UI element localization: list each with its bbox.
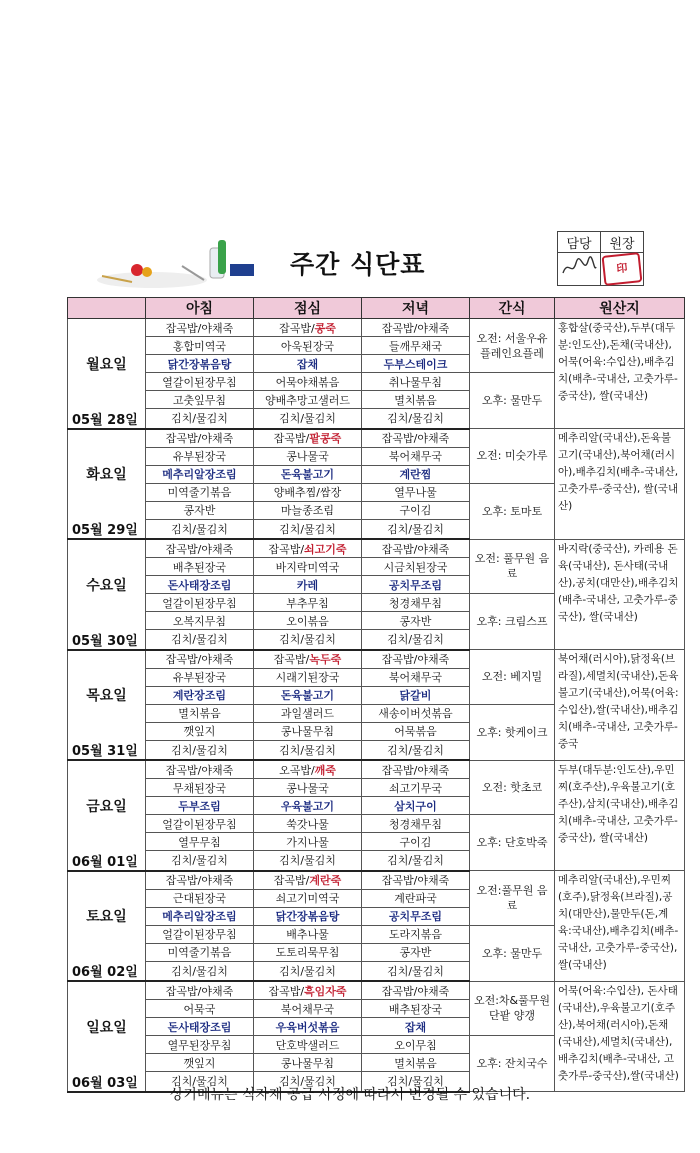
dinner-item: 잡곡밥/야채죽 xyxy=(362,429,470,448)
lunch-item xyxy=(254,981,362,1000)
origin-info: 바지락(중국산), 카레용 돈육(국내산), 돈사태(국내산),공치(대만산),배추김치(배추-국내산, 고춧가루-중국산), 쌀(국내산) xyxy=(555,539,685,650)
lunch-porridge: 녹두죽 xyxy=(309,653,342,666)
snack-afternoon: 오후: 핫케이크 xyxy=(470,704,555,760)
lunch-rice: 오곡밥/ xyxy=(279,763,315,777)
dinner-item: 배추된장국 xyxy=(362,1000,470,1018)
dinner-item: 멸치볶음 xyxy=(362,391,470,409)
lunch-item: 돈육불고기 xyxy=(254,686,362,704)
snack-afternoon: 오후: 단호박죽 xyxy=(470,815,555,871)
dinner-item: 닭갈비 xyxy=(362,686,470,704)
snack-morning: 오전:풀무원 음료 xyxy=(470,871,555,926)
page-title: 주간 식단표 xyxy=(290,250,426,279)
day-date: 05월 28일 xyxy=(68,409,146,429)
dinner-item: 두부스테이크 xyxy=(362,355,470,373)
lunch-item xyxy=(254,650,362,669)
lunch-item: 양배추망고샐러드 xyxy=(254,391,362,409)
dinner-item: 잡곡밥/야채죽 xyxy=(362,539,470,558)
header-row xyxy=(68,298,685,319)
lunch-item: 도토리묵무침 xyxy=(254,943,362,961)
lunch-item: 우육버섯볶음 xyxy=(254,1018,362,1036)
breakfast-item: 고춧잎무침 xyxy=(146,391,254,409)
lunch-item: 양배추찜/쌈장 xyxy=(254,483,362,501)
lunch-item xyxy=(254,871,362,890)
lunch-item: 우육불고기 xyxy=(254,797,362,815)
breakfast-item: 김치/물김치 xyxy=(146,851,254,871)
dinner-item: 콩자반 xyxy=(362,612,470,630)
day-name: 목요일 xyxy=(68,650,146,741)
lunch-porridge: 쇠고기죽 xyxy=(304,542,347,556)
dinner-item: 계란찜 xyxy=(362,465,470,483)
lunch-item: 과일샐러드 xyxy=(254,704,362,722)
dinner-item: 북어채무국 xyxy=(362,668,470,686)
dinner-item: 청경채무침 xyxy=(362,594,470,612)
dinner-item: 김치/물김치 xyxy=(362,630,470,650)
dinner-item: 잡곡밥/야채죽 xyxy=(362,319,470,337)
table-row xyxy=(68,319,685,337)
lunch-item: 단호박샐러드 xyxy=(254,1036,362,1054)
header-lunch: 점심 xyxy=(254,298,362,319)
breakfast-item: 미역줄기볶음 xyxy=(146,943,254,961)
snack-afternoon: 오후: 물만두 xyxy=(470,925,555,981)
snack-morning: 오전:차&풀무원 단팥 양갱 xyxy=(470,981,555,1036)
day-date: 05월 29일 xyxy=(68,519,146,539)
dinner-item: 구이김 xyxy=(362,501,470,519)
dinner-item: 오이무침 xyxy=(362,1036,470,1054)
day-name: 수요일 xyxy=(68,539,146,630)
lunch-item xyxy=(254,429,362,448)
day-date: 06월 03일 xyxy=(68,1072,146,1092)
lunch-item: 쑥갓나물 xyxy=(254,815,362,833)
snack-morning: 오전: 미숫가루 xyxy=(470,429,555,484)
breakfast-item: 김치/물김치 xyxy=(146,740,254,760)
table-row xyxy=(68,760,685,779)
charge-signature xyxy=(558,253,601,286)
lunch-item: 쇠고기미역국 xyxy=(254,889,362,907)
lunch-item: 콩나물무침 xyxy=(254,722,362,740)
dinner-item: 들깨무채국 xyxy=(362,337,470,355)
snack-afternoon: 오후: 물만두 xyxy=(470,373,555,429)
breakfast-item: 돈사태장조림 xyxy=(146,1018,254,1036)
day-name: 월요일 xyxy=(68,319,146,409)
lunch-item: 아욱된장국 xyxy=(254,337,362,355)
lunch-item: 김치/물김치 xyxy=(254,519,362,539)
footer-note: 상기메뉴는 식자재 공급 사정에 따라서 변경될 수 있습니다. xyxy=(169,1087,531,1103)
header-dinner: 저녁 xyxy=(362,298,470,319)
breakfast-item: 미역줄기볶음 xyxy=(146,483,254,501)
dinner-item: 쇠고기무국 xyxy=(362,779,470,797)
dinner-item: 공치무조림 xyxy=(362,907,470,925)
dinner-item: 김치/물김치 xyxy=(362,851,470,871)
day-date: 05월 31일 xyxy=(68,740,146,760)
breakfast-item: 열갈이된장무침 xyxy=(146,373,254,391)
lunch-item: 시래기된장국 xyxy=(254,668,362,686)
director-seal xyxy=(601,253,644,286)
lunch-porridge: 흑임자죽 xyxy=(304,984,347,998)
dinner-item: 김치/물김치 xyxy=(362,740,470,760)
seal-stamp: 印 xyxy=(602,252,643,286)
origin-info: 메추리알(국내산),돈육불고기(국내산),북어채(러시아),배추김치(배추-국내산, 고춧가루-중국산), 쌀(국내산) xyxy=(555,429,685,540)
dinner-item: 잡곡밥/야채죽 xyxy=(362,760,470,779)
origin-info: 홍합살(중국산),두부(대두분:인도산),돈채(국내산), 어묵(어육:수입산),배추김치(배추-국내산, 고춧가루-중국산), 쌀(국내산) xyxy=(555,319,685,429)
breakfast-item: 배추된장국 xyxy=(146,558,254,576)
breakfast-item: 김치/물김치 xyxy=(146,961,254,981)
snack-morning: 오전: 서울우유 플레인요플레 xyxy=(470,319,555,373)
lunch-item: 김치/물김치 xyxy=(254,409,362,429)
table-row xyxy=(68,650,685,669)
dinner-item: 콩자반 xyxy=(362,943,470,961)
lunch-item xyxy=(254,539,362,558)
breakfast-item: 두부조림 xyxy=(146,797,254,815)
dinner-item: 삼치구이 xyxy=(362,797,470,815)
lunch-rice: 잡곡밥/ xyxy=(273,653,310,666)
dinner-item: 김치/물김치 xyxy=(362,519,470,539)
lunch-item: 어묵야채볶음 xyxy=(254,373,362,391)
breakfast-item: 잡곡밥/야채죽 xyxy=(146,871,254,890)
dinner-item: 열무나물 xyxy=(362,483,470,501)
dinner-item: 공치무조림 xyxy=(362,576,470,594)
lunch-item: 오이볶음 xyxy=(254,612,362,630)
lunch-item xyxy=(254,760,362,779)
kitchen-illustration xyxy=(92,236,262,296)
origin-info: 북어채(러시아),닭정육(브라질),세멸치(국내산),돈육불고기(국내산),어묵(어육:수입산),쌀(국내산),배추김치(배추-국내산, 고춧가루-중국 xyxy=(555,650,685,761)
header-origin: 원산지 xyxy=(555,298,685,319)
lunch-item: 잡채 xyxy=(254,355,362,373)
lunch-rice: 잡곡밥/ xyxy=(279,321,315,335)
lunch-item: 김치/물김치 xyxy=(254,851,362,871)
dinner-item: 잡곡밥/야채죽 xyxy=(362,871,470,890)
lunch-item: 콩나물국 xyxy=(254,779,362,797)
snack-afternoon: 오후: 잔치국수 xyxy=(470,1036,555,1092)
dinner-item: 잡채 xyxy=(362,1018,470,1036)
breakfast-item: 잡곡밥/야채죽 xyxy=(146,319,254,337)
dinner-item: 잡곡밥/야채죽 xyxy=(362,981,470,1000)
approval-label-charge: 담당 xyxy=(558,232,601,253)
breakfast-item: 깻잎지 xyxy=(146,1054,254,1072)
lunch-item: 김치/물김치 xyxy=(254,1072,362,1092)
dinner-item: 멸치볶음 xyxy=(362,1054,470,1072)
breakfast-item: 돈사태장조림 xyxy=(146,576,254,594)
dinner-item: 구이김 xyxy=(362,833,470,851)
dinner-item: 도라지볶음 xyxy=(362,925,470,943)
table-row xyxy=(68,981,685,1000)
breakfast-item: 유부된장국 xyxy=(146,668,254,686)
breakfast-item: 콩자반 xyxy=(146,501,254,519)
lunch-item: 가지나물 xyxy=(254,833,362,851)
breakfast-item: 잡곡밥/야채죽 xyxy=(146,760,254,779)
breakfast-item: 근대된장국 xyxy=(146,889,254,907)
breakfast-item: 메추리알장조림 xyxy=(146,907,254,925)
dinner-item: 잡곡밥/야채죽 xyxy=(362,650,470,669)
day-name: 토요일 xyxy=(68,871,146,962)
breakfast-item: 오복지무침 xyxy=(146,612,254,630)
table-row xyxy=(68,539,685,558)
origin-info: 메추리알(국내산),우민찌(호주),닭정육(브라질),공치(대만산),물만두(돈,계육:국내산),배추김치(배추-국내산, 고춧가루-중국산),쌀(국내산) xyxy=(555,871,685,982)
lunch-porridge: 깨죽 xyxy=(314,763,336,777)
breakfast-item: 얼갈이된장무침 xyxy=(146,815,254,833)
dinner-item: 어묵볶음 xyxy=(362,722,470,740)
origin-info: 두부(대두분:인도산),우민찌(호주산),우육불고기(호주산),삼치(국내산),배추김치(배추-국내산, 고춧가루-중국산), 쌀(국내산) xyxy=(555,760,685,871)
lunch-item: 돈육불고기 xyxy=(254,465,362,483)
snack-morning: 오전: 핫초코 xyxy=(470,760,555,815)
lunch-rice: 잡곡밥/ xyxy=(273,874,310,887)
day-name: 금요일 xyxy=(68,760,146,851)
dinner-item: 계란파국 xyxy=(362,889,470,907)
breakfast-item: 김치/물김치 xyxy=(146,519,254,539)
day-date: 06월 02일 xyxy=(68,961,146,981)
breakfast-item: 얼갈이된장무침 xyxy=(146,925,254,943)
header-snack: 간식 xyxy=(470,298,555,319)
breakfast-item: 메추리알장조림 xyxy=(146,465,254,483)
lunch-porridge: 계란죽 xyxy=(309,874,342,887)
snack-afternoon: 오후: 토마토 xyxy=(470,483,555,539)
lunch-porridge: 팥콩죽 xyxy=(309,432,342,445)
breakfast-item: 계란장조림 xyxy=(146,686,254,704)
lunch-item: 바지락미역국 xyxy=(254,558,362,576)
lunch-item: 북어채무국 xyxy=(254,1000,362,1018)
day-name: 일요일 xyxy=(68,981,146,1072)
dinner-item: 김치/물김치 xyxy=(362,961,470,981)
table-row xyxy=(68,871,685,890)
header-breakfast: 아침 xyxy=(146,298,254,319)
dinner-item: 북어채무국 xyxy=(362,447,470,465)
table-row xyxy=(68,429,685,448)
breakfast-item: 잡곡밥/야채죽 xyxy=(146,429,254,448)
day-date: 05월 30일 xyxy=(68,630,146,650)
lunch-rice: 잡곡밥/ xyxy=(268,984,305,998)
dinner-item: 새송이버섯볶음 xyxy=(362,704,470,722)
lunch-rice: 잡곡밥/ xyxy=(268,542,305,556)
day-name: 화요일 xyxy=(68,429,146,520)
approval-label-director: 원장 xyxy=(601,232,644,253)
corner-cell xyxy=(68,298,146,319)
lunch-item: 김치/물김치 xyxy=(254,961,362,981)
breakfast-item: 열무된장무침 xyxy=(146,1036,254,1054)
dinner-item: 김치/물김치 xyxy=(362,409,470,429)
approval-box xyxy=(557,231,644,286)
dinner-item: 김치/물김치 xyxy=(362,1072,470,1092)
breakfast-item: 유부된장국 xyxy=(146,447,254,465)
lunch-item: 김치/물김치 xyxy=(254,630,362,650)
dinner-item: 청경채무침 xyxy=(362,815,470,833)
day-date: 06월 01일 xyxy=(68,851,146,871)
breakfast-item: 열무무침 xyxy=(146,833,254,851)
breakfast-item: 잡곡밥/야채죽 xyxy=(146,650,254,669)
snack-morning: 오전: 베지밀 xyxy=(470,650,555,705)
dinner-item: 시금치된장국 xyxy=(362,558,470,576)
breakfast-item: 닭간장볶음탕 xyxy=(146,355,254,373)
breakfast-item: 잡곡밥/야채죽 xyxy=(146,981,254,1000)
breakfast-item: 어묵국 xyxy=(146,1000,254,1018)
lunch-item: 콩나물무침 xyxy=(254,1054,362,1072)
breakfast-item: 깻잎지 xyxy=(146,722,254,740)
breakfast-item: 얼갈이된장무침 xyxy=(146,594,254,612)
lunch-item: 콩나물국 xyxy=(254,447,362,465)
breakfast-item: 홍합미역국 xyxy=(146,337,254,355)
breakfast-item: 멸치볶음 xyxy=(146,704,254,722)
breakfast-item: 잡곡밥/야채죽 xyxy=(146,539,254,558)
menu-table xyxy=(67,297,685,1093)
lunch-item: 배추나물 xyxy=(254,925,362,943)
breakfast-item: 무채된장국 xyxy=(146,779,254,797)
lunch-porridge: 콩죽 xyxy=(314,321,336,335)
lunch-item xyxy=(254,319,362,337)
snack-afternoon: 오후: 크림스프 xyxy=(470,594,555,650)
breakfast-item: 김치/물김치 xyxy=(146,1072,254,1092)
lunch-item: 카레 xyxy=(254,576,362,594)
breakfast-item: 김치/물김치 xyxy=(146,409,254,429)
dinner-item: 취나물무침 xyxy=(362,373,470,391)
breakfast-item: 김치/물김치 xyxy=(146,630,254,650)
lunch-item: 마늘종조림 xyxy=(254,501,362,519)
origin-info: 어묵(어육:수입산), 돈사태(국내산),우육불고기(호주산),북어채(러시아),돈채(국내산),세멸치(국내산),배추김치(배추-국내산, 고춧가루-중국산),쌀(국내산) xyxy=(555,981,685,1092)
lunch-item: 김치/물김치 xyxy=(254,740,362,760)
snack-morning: 오전: 풀무원 음료 xyxy=(470,539,555,594)
lunch-item: 부추무침 xyxy=(254,594,362,612)
lunch-item: 닭간장볶음탕 xyxy=(254,907,362,925)
lunch-rice: 잡곡밥/ xyxy=(273,432,310,445)
